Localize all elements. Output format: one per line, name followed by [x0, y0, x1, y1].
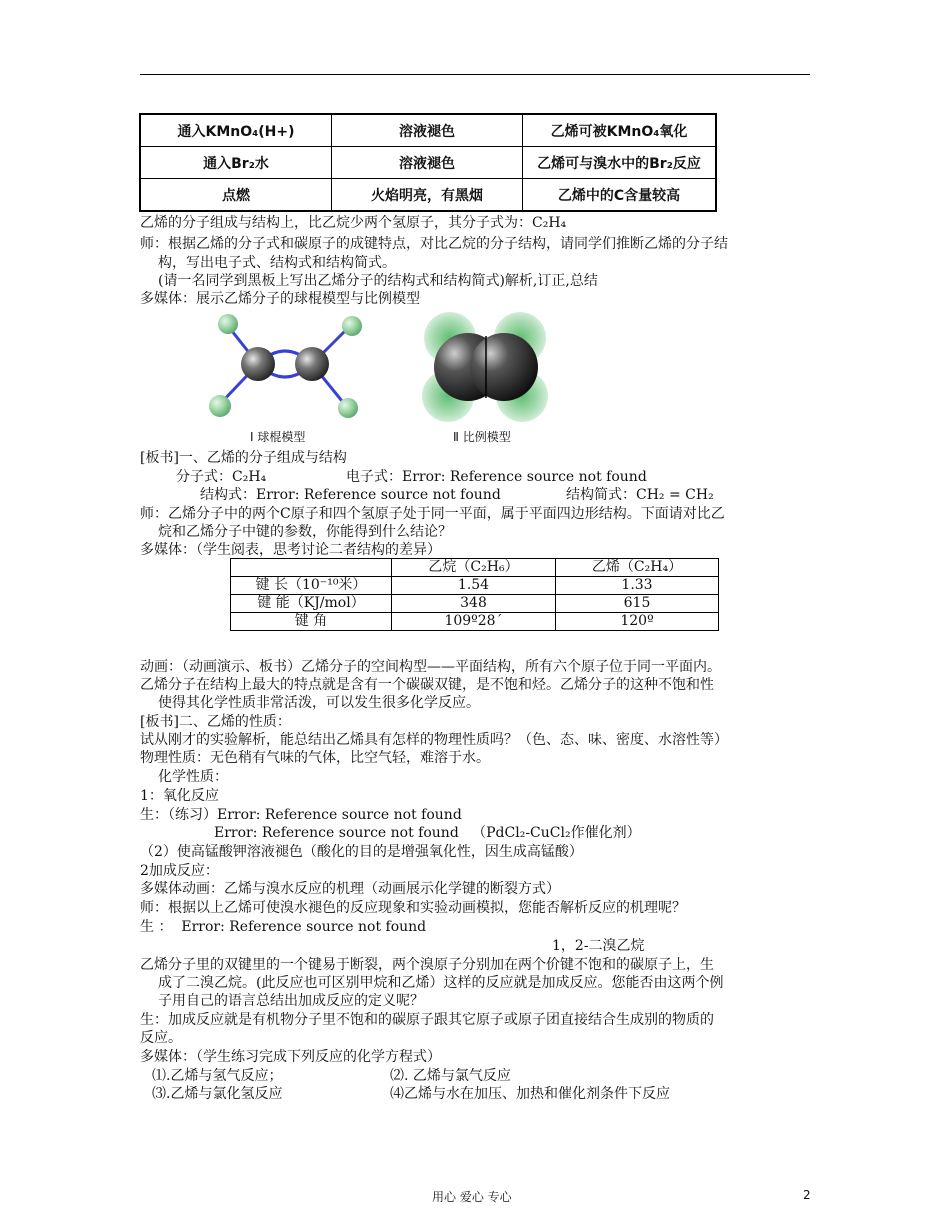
text-line: 生 ： Error: Reference source not found	[140, 919, 427, 935]
table-cell: 乙烷（C₂H₆）	[392, 559, 556, 577]
text-line: 烷和乙烯分子中键的参数，你能得到什么结论？	[158, 524, 452, 540]
table-cell: 乙烯中的C含量较高	[523, 179, 717, 212]
table-row	[140, 147, 716, 179]
text-line: 多媒体：（学生练习完成下列反应的化学方程式）	[140, 1049, 441, 1065]
table-cell: 乙烯可与溴水中的Br₂反应	[523, 147, 717, 179]
text-line: 动画：（动画演示、板书）乙烯分子的空间构型——平面结构，所有六个原子位于同一平面内。	[140, 659, 721, 675]
ball-stick-caption: Ⅰ 球棍模型	[250, 430, 306, 444]
text-line: 生：（练习）Error: Reference source not found	[140, 807, 462, 823]
text-line: 结构式：Error: Reference source not found	[200, 487, 501, 503]
space-filling-caption: Ⅱ 比例模型	[453, 430, 511, 444]
table-row	[231, 595, 719, 613]
table-cell: 键 长（10⁻¹⁰米）	[231, 577, 392, 595]
text-line: 师：根据以上乙烯可使溴水褪色的反应现象和实验动画模拟，您能否解析反应的机理呢？	[140, 900, 686, 916]
table-cell: 通入KMnO₄(H+)	[140, 114, 332, 147]
text-line: 成了二溴乙烷。(此反应也可区别甲烷和乙烯）这样的反应就是加成反应。您能否由这两个例	[158, 975, 724, 991]
footer-text: 用心 爱心 专心	[432, 1190, 512, 1204]
bond-parameter-table	[230, 558, 719, 631]
table-cell: 348	[392, 595, 556, 613]
text-line: 乙烯分子里的双键里的一个键易于断裂，两个溴原子分别加在两个价键不饱和的碳原子上，生	[140, 957, 714, 973]
text-line: [板书]二、乙烯的性质：	[140, 714, 291, 730]
text-line: 多媒体动画：乙烯与溴水反应的机理（动画展示化学键的断裂方式）	[140, 881, 560, 897]
table-cell: 120º	[556, 613, 719, 631]
text-line: （2）使高锰酸钾溶液褪色（酸化的目的是增强氧化性，因生成高锰酸）	[140, 844, 583, 860]
text-line: ⑴.乙烯与氢气反应；	[152, 1068, 283, 1084]
table-cell: 615	[556, 595, 719, 613]
ball-stick-model-image	[200, 308, 375, 428]
table-row	[140, 179, 716, 212]
text-line: (请一名同学到黑板上写出乙烯分子的结构式和结构简式)解析,订正,总结	[158, 273, 598, 289]
table-cell: 键 角	[231, 613, 392, 631]
table-cell: 乙烯（C₂H₄）	[556, 559, 719, 577]
table-cell: 1.54	[392, 577, 556, 595]
text-line: 电子式：Error: Reference source not found	[346, 469, 647, 485]
text-line: [板书]一、乙烯的分子组成与结构	[140, 450, 347, 466]
text-line: 结构简式：CH₂ = CH₂	[566, 487, 714, 503]
table-cell: 键 能（KJ/mol）	[231, 595, 392, 613]
text-line: 师：根据乙烯的分子式和碳原子的成键特点，对比乙烷的分子结构，请同学们推断乙烯的分子结	[140, 236, 728, 252]
text-line: 反应。	[140, 1030, 182, 1046]
header-rule	[140, 74, 810, 75]
table-row	[231, 559, 719, 577]
text-line: 分子式：C₂H₄	[176, 469, 267, 485]
table-cell: 通入Br₂水	[140, 147, 332, 179]
table-cell: 溶液褪色	[332, 114, 523, 147]
table-cell: 109º28´	[392, 613, 556, 631]
text-line: 乙烯的分子组成与结构上，比乙烷少两个氢原子，其分子式为：C₂H₄	[140, 215, 567, 231]
experiment-table	[139, 113, 717, 212]
text-line: 使得其化学性质非常活泼，可以发生很多化学反应。	[158, 695, 480, 711]
text-line: ⑷乙烯与水在加压、加热和催化剂条件下反应	[390, 1086, 670, 1102]
page-number: 2	[803, 1188, 811, 1202]
text-line: Error: Reference source not found （PdCl₂-CuCl₂作催化剂）	[214, 825, 641, 841]
text-line: ⑶.乙烯与氯化氢反应	[152, 1086, 283, 1102]
space-filling-model-image	[420, 310, 550, 425]
text-line: 化学性质：	[158, 769, 228, 785]
table-row	[231, 577, 719, 595]
table-cell: 溶液褪色	[332, 147, 523, 179]
table-cell: 1.33	[556, 577, 719, 595]
table-row	[140, 114, 716, 147]
text-line: 构，写出电子式、结构式和结构简式。	[158, 255, 396, 271]
table-cell	[231, 559, 392, 577]
text-line: 物理性质：无色稍有气味的气体，比空气轻，难溶于水。	[140, 750, 490, 766]
text-line: 师：乙烯分子中的两个C原子和四个氢原子处于同一平面，属于平面四边形结构。下面请对比乙	[140, 506, 725, 522]
table-row	[231, 613, 719, 631]
table-cell: 乙烯可被KMnO₄氧化	[523, 114, 717, 147]
text-line: 乙烯分子在结构上最大的特点就是含有一个碳碳双键，是不饱和烃。乙烯分子的这种不饱和性	[140, 677, 714, 693]
text-line: ⑵. 乙烯与氯气反应	[390, 1068, 511, 1084]
table-cell: 火焰明亮，有黑烟	[332, 179, 523, 212]
text-line: 试从刚才的实验解析，能总结出乙烯具有怎样的物理性质吗？（色、态、味、密度、水溶性等）	[140, 732, 728, 748]
text-line: 1，2-二溴乙烷	[552, 938, 645, 954]
text-line: 多媒体：（学生阅表，思考讨论二者结构的差异）	[140, 542, 441, 558]
table-cell: 点燃	[140, 179, 332, 212]
text-line: 子用自己的语言总结出加成反应的定义呢？	[158, 993, 424, 1009]
text-line: 生：加成反应就是有机物分子里不饱和的碳原子跟其它原子或原子团直接结合生成别的物质的	[140, 1012, 714, 1028]
text-line: 多媒体：展示乙烯分子的球棍模型与比例模型	[140, 291, 420, 307]
text-line: 1：氧化反应	[140, 788, 219, 804]
text-line: 2加成反应：	[140, 863, 219, 879]
